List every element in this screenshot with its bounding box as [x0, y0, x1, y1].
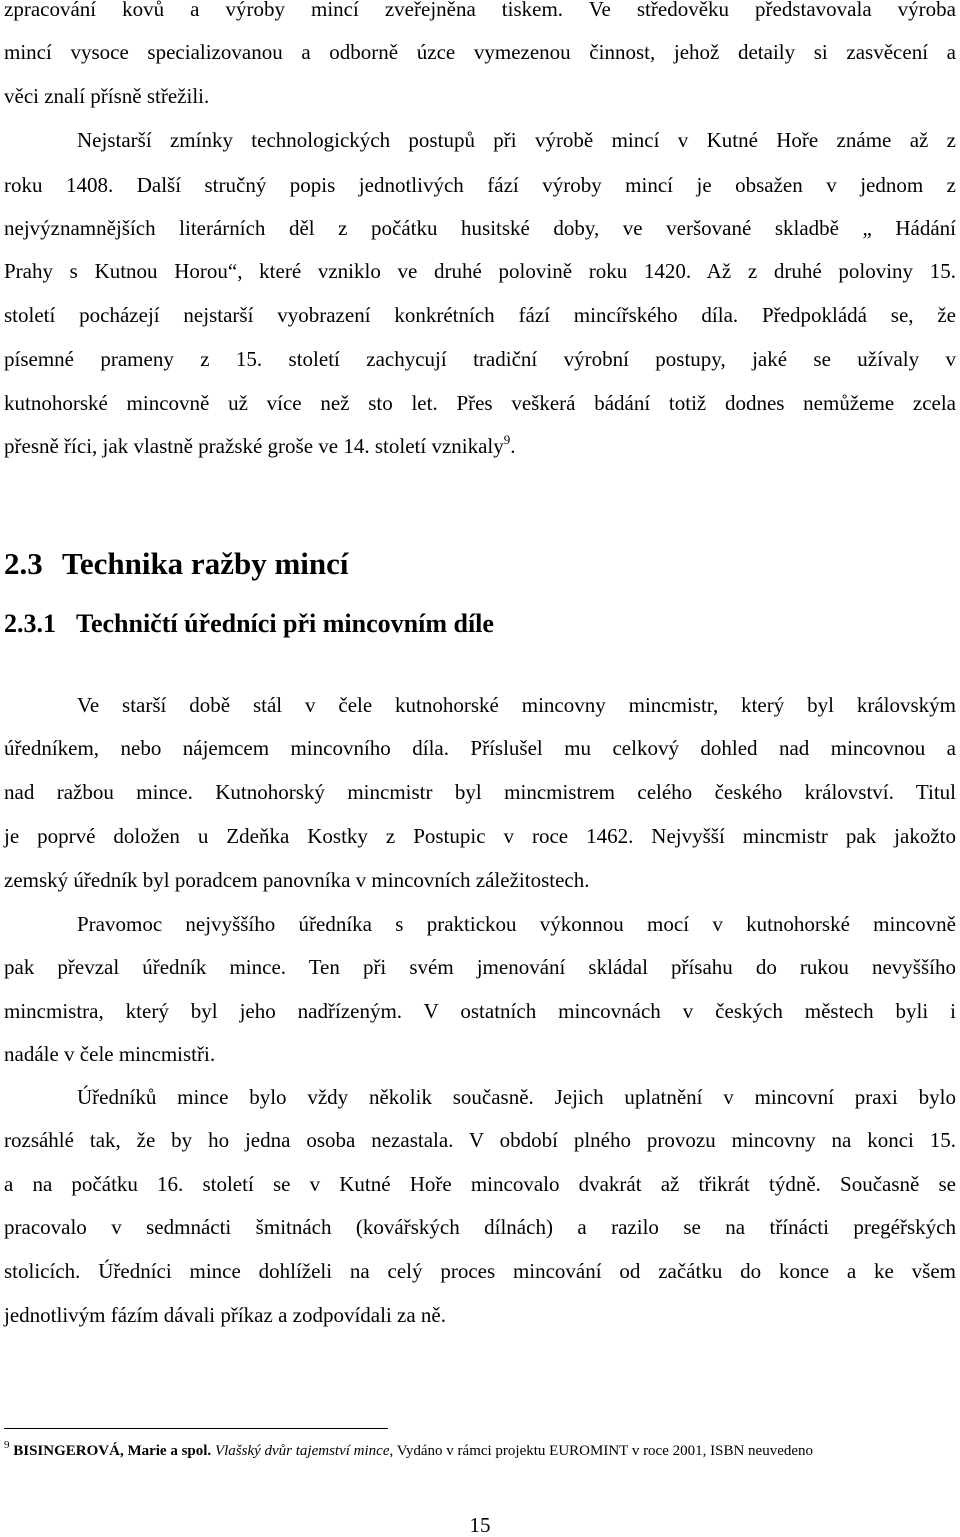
text-line: Prahy s Kutnou Horou“, které vzniklo ve druhé polovině roku 1420. Až z druhé poloviny 15. — [4, 259, 956, 283]
footnote-author: BISINGEROVÁ, Marie a spol. — [13, 1443, 212, 1459]
text-line: mincí vysoce specializovanou a odborně úzce vymezenou činnost, jehož detaily si zasvěcení a — [4, 40, 956, 64]
section-title: Technika ražby mincí — [62, 546, 349, 581]
text-line: Nejstarší zmínky technologických postupů při výrobě mincí v Kutné Hoře známe až z — [77, 128, 956, 152]
text-line: pracovalo v sedmnácti šmitnách (kovářských dílnách) a razilo se na třínácti pregéřských — [4, 1215, 956, 1239]
subsection-title: Techničtí úředníci při mincovním díle — [76, 609, 494, 638]
text-line-end: . — [510, 434, 516, 458]
footnote-title: Vlašský dvůr tajemství mince — [214, 1443, 390, 1459]
text-line: věci znalí přísně střežili. — [4, 84, 210, 108]
page-number: 15 — [469, 1513, 491, 1537]
text-line: nad ražbou mince. Kutnohorský mincmistr byl mincmistrem celého českého království. Titul — [4, 780, 956, 804]
text-line: Ve starší době stál v čele kutnohorské mincovny mincmistr, který byl královským — [77, 693, 956, 717]
text-line: kutnohorské mincovně už více než sto let. Přes veškerá bádání totiž dodnes nemůžeme zcela — [4, 391, 956, 415]
text-line: zemský úředník byl poradcem panovníka v mincovních záležitostech. — [4, 868, 590, 892]
footnote — [4, 1440, 813, 1462]
text-line-body: přesně říci, jak vlastně pražské groše ve 14. století vznikaly — [4, 434, 504, 458]
text-line — [4, 432, 956, 460]
section-heading — [4, 546, 349, 582]
text-line: jednotlivým fázím dávali příkaz a zodpovídali za ně. — [4, 1303, 447, 1327]
text-line: mincmistra, který byl jeho nadřízeným. V ostatních mincovnách v českých městech byli i — [4, 999, 956, 1023]
text-line: roku 1408. Další stručný popis jednotlivých fází výroby mincí je obsažen v jednom z — [4, 173, 956, 197]
footnote-publication: , Vydáno v rámci projektu EUROMINT v roce 2001, ISBN neuvedeno — [389, 1443, 814, 1459]
section-number: 2.3 — [4, 546, 43, 581]
text-line: Úředníků mince bylo vždy několik současně. Jejich uplatnění v mincovní praxi bylo — [77, 1085, 956, 1109]
text-line: rozsáhlé tak, že by ho jedna osoba nezastala. V období plného provozu mincovny na konci 15. — [4, 1128, 956, 1152]
text-line: nadále v čele mincmistři. — [4, 1042, 216, 1066]
subsection-number: 2.3.1 — [4, 609, 56, 638]
text-line: Pravomoc nejvyššího úředníka s praktickou výkonnou mocí v kutnohorské mincovně — [77, 912, 956, 936]
footnote-divider — [4, 1428, 388, 1429]
text-line: pak převzal úředník mince. Ten při svém jmenování skládal přísahu do rukou nevyššího — [4, 955, 956, 979]
subsection-heading — [4, 608, 494, 640]
text-line: úředníkem, nebo nájemcem mincovního díla. Příslušel mu celkový dohled nad mincovnou a — [4, 736, 956, 760]
text-line: zpracování kovů a výroby mincí zveřejněna tiskem. Ve středověku představovala výroba — [4, 0, 956, 21]
text-line: písemné prameny z 15. století zachycují tradiční výrobní postupy, jaké se užívaly v — [4, 347, 956, 371]
text-line: stolicích. Úředníci mince dohlíželi na celý proces mincování od začátku do konce a ke všem — [4, 1259, 956, 1283]
text-line: století pocházejí nejstarší vyobrazení konkrétních fází mincířského díla. Předpokládá se, že — [4, 303, 956, 327]
text-line: je poprvé doložen u Zdeňka Kostky z Postupic v roce 1462. Nejvyšší mincmistr pak jakožto — [4, 824, 956, 848]
footnote-number: 9 — [4, 1439, 10, 1451]
text-line: a na počátku 16. století se v Kutné Hoře mincovalo dvakrát až třikrát týdně. Současně se — [4, 1172, 956, 1196]
text-line: nejvýznamnějších literárních děl z počátku husitské doby, ve veršované skladbě „ Hádání — [4, 216, 956, 240]
footnote-reference[interactable]: 9 — [503, 432, 511, 447]
